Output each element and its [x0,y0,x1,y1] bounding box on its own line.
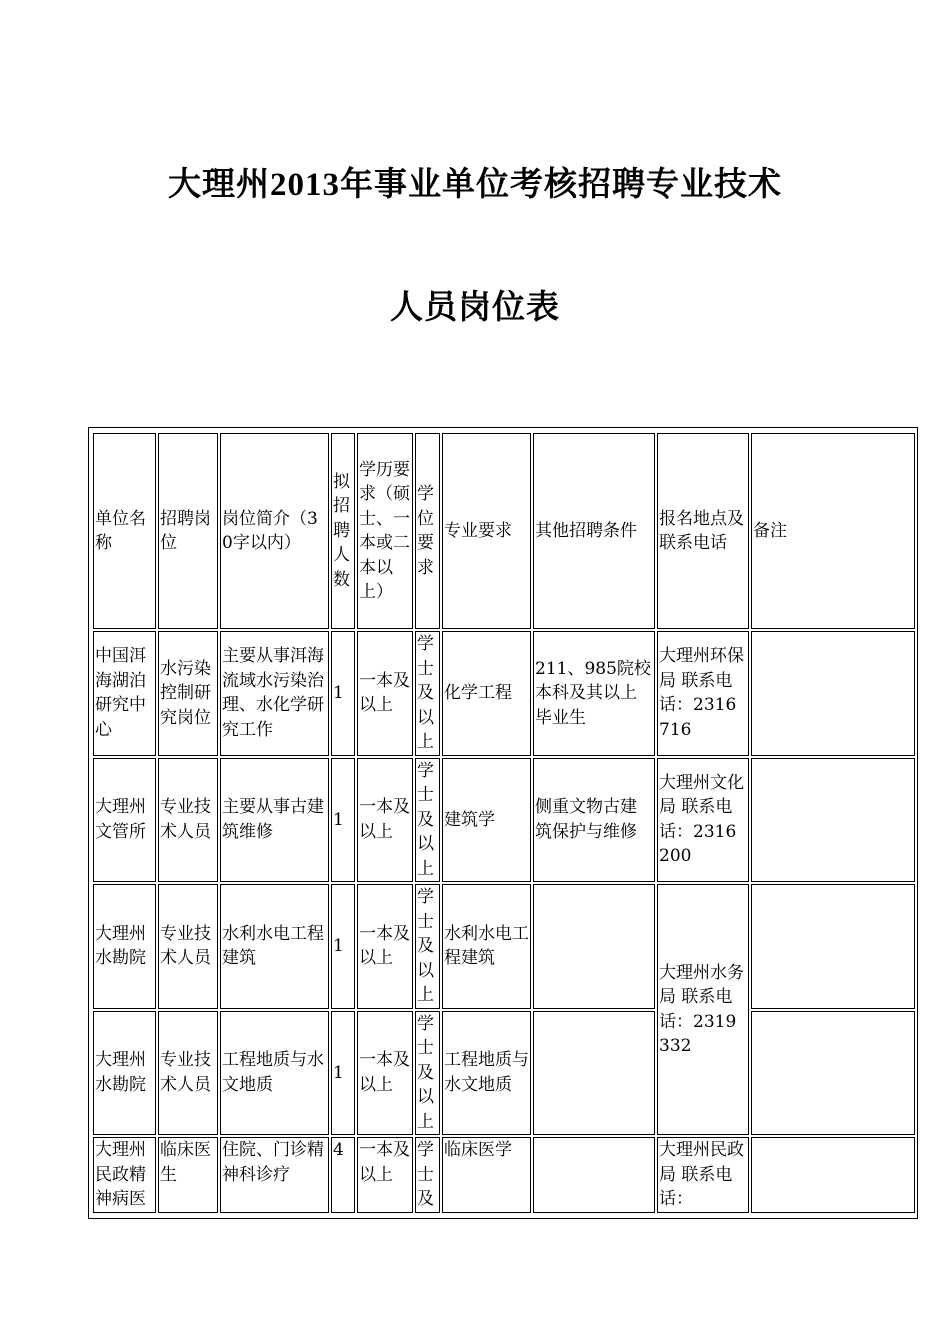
cell-contact: 大理州民政局 联系电话： [657,1137,749,1213]
cell-edu: 一本及以上 [357,758,413,883]
cell-position: 临床医生 [158,1137,218,1213]
cell-major: 水利水电工程建筑 [442,884,531,1009]
cell-unit: 中国洱海湖泊研究中心 [93,631,156,756]
cell-contact: 大理州文化局 联系电话：2316200 [657,758,749,883]
cell-count: 1 [331,758,355,883]
cell-note [751,631,915,756]
cell-intro: 主要从事洱海流域水污染治理、水化学研究工作 [220,631,329,756]
header-note: 备注 [751,433,915,629]
cell-other [533,884,655,1009]
cell-position: 专业技术人员 [158,758,218,883]
cell-count: 4 [331,1137,355,1213]
cell-other [533,1137,655,1213]
cell-note [751,758,915,883]
cell-edu: 一本及以上 [357,1011,413,1136]
cell-intro: 住院、门诊精神科诊疗 [220,1137,329,1213]
cell-unit: 大理州水勘院 [93,884,156,1009]
cell-edu: 一本及以上 [357,631,413,756]
table-row [93,631,915,756]
cell-edu: 一本及以上 [357,884,413,1009]
cell-degree: 学士及以上 [415,631,440,756]
positions-table-frame [88,427,918,1219]
cell-degree: 学士及以上 [415,1011,440,1136]
header-position: 招聘岗位 [158,433,218,629]
table-row [93,1011,915,1136]
header-major: 专业要求 [442,433,531,629]
page-title-line-1: 大理州2013年事业单位考核招聘专业技术 [168,167,782,203]
header-row [93,433,915,629]
cell-degree: 学士及以上 [415,758,440,883]
header-count: 拟招聘人数 [331,433,355,629]
cell-intro: 主要从事古建筑维修 [220,758,329,883]
cell-unit: 大理州文管所 [93,758,156,883]
cell-contact: 大理州环保局 联系电话：2316716 [657,631,749,756]
cell-other [533,1011,655,1136]
cell-other: 211、985院校本科及其以上毕业生 [533,631,655,756]
cell-count: 1 [331,631,355,756]
cell-other: 侧重文物古建筑保护与维修 [533,758,655,883]
header-degree: 学位要求 [415,433,440,629]
table-row [93,758,915,883]
cell-unit: 大理州水勘院 [93,1011,156,1136]
cell-note [751,1011,915,1136]
cell-note [751,1137,915,1213]
cell-degree: 学士及 [415,1137,440,1213]
cell-count: 1 [331,1011,355,1136]
cell-major: 临床医学 [442,1137,531,1213]
cell-count: 1 [331,884,355,1009]
positions-table [91,431,917,1215]
header-other: 其他招聘条件 [533,433,655,629]
cell-degree: 学士及以上 [415,884,440,1009]
cell-intro: 工程地质与水文地质 [220,1011,329,1136]
header-contact: 报名地点及联系电话 [657,433,749,629]
cell-note [751,884,915,1009]
header-unit: 单位名称 [93,433,156,629]
cell-major: 化学工程 [442,631,531,756]
cell-unit: 大理州民政精神病医 [93,1137,156,1213]
cell-position: 专业技术人员 [158,1011,218,1136]
table-row [93,884,915,1009]
cell-position: 专业技术人员 [158,884,218,1009]
cell-position: 水污染控制研究岗位 [158,631,218,756]
cell-contact-merged: 大理州水务局 联系电话：2319332 [657,884,749,1135]
header-edu: 学历要求（硕士、一本或二本以上） [357,433,413,629]
cell-edu: 一本及以上 [357,1137,413,1213]
header-intro: 岗位简介（30字以内） [220,433,329,629]
cell-major: 建筑学 [442,758,531,883]
cell-intro: 水利水电工程建筑 [220,884,329,1009]
cell-major: 工程地质与水文地质 [442,1011,531,1136]
page-title-line-2: 人员岗位表 [390,290,560,326]
table-row [93,1137,915,1213]
